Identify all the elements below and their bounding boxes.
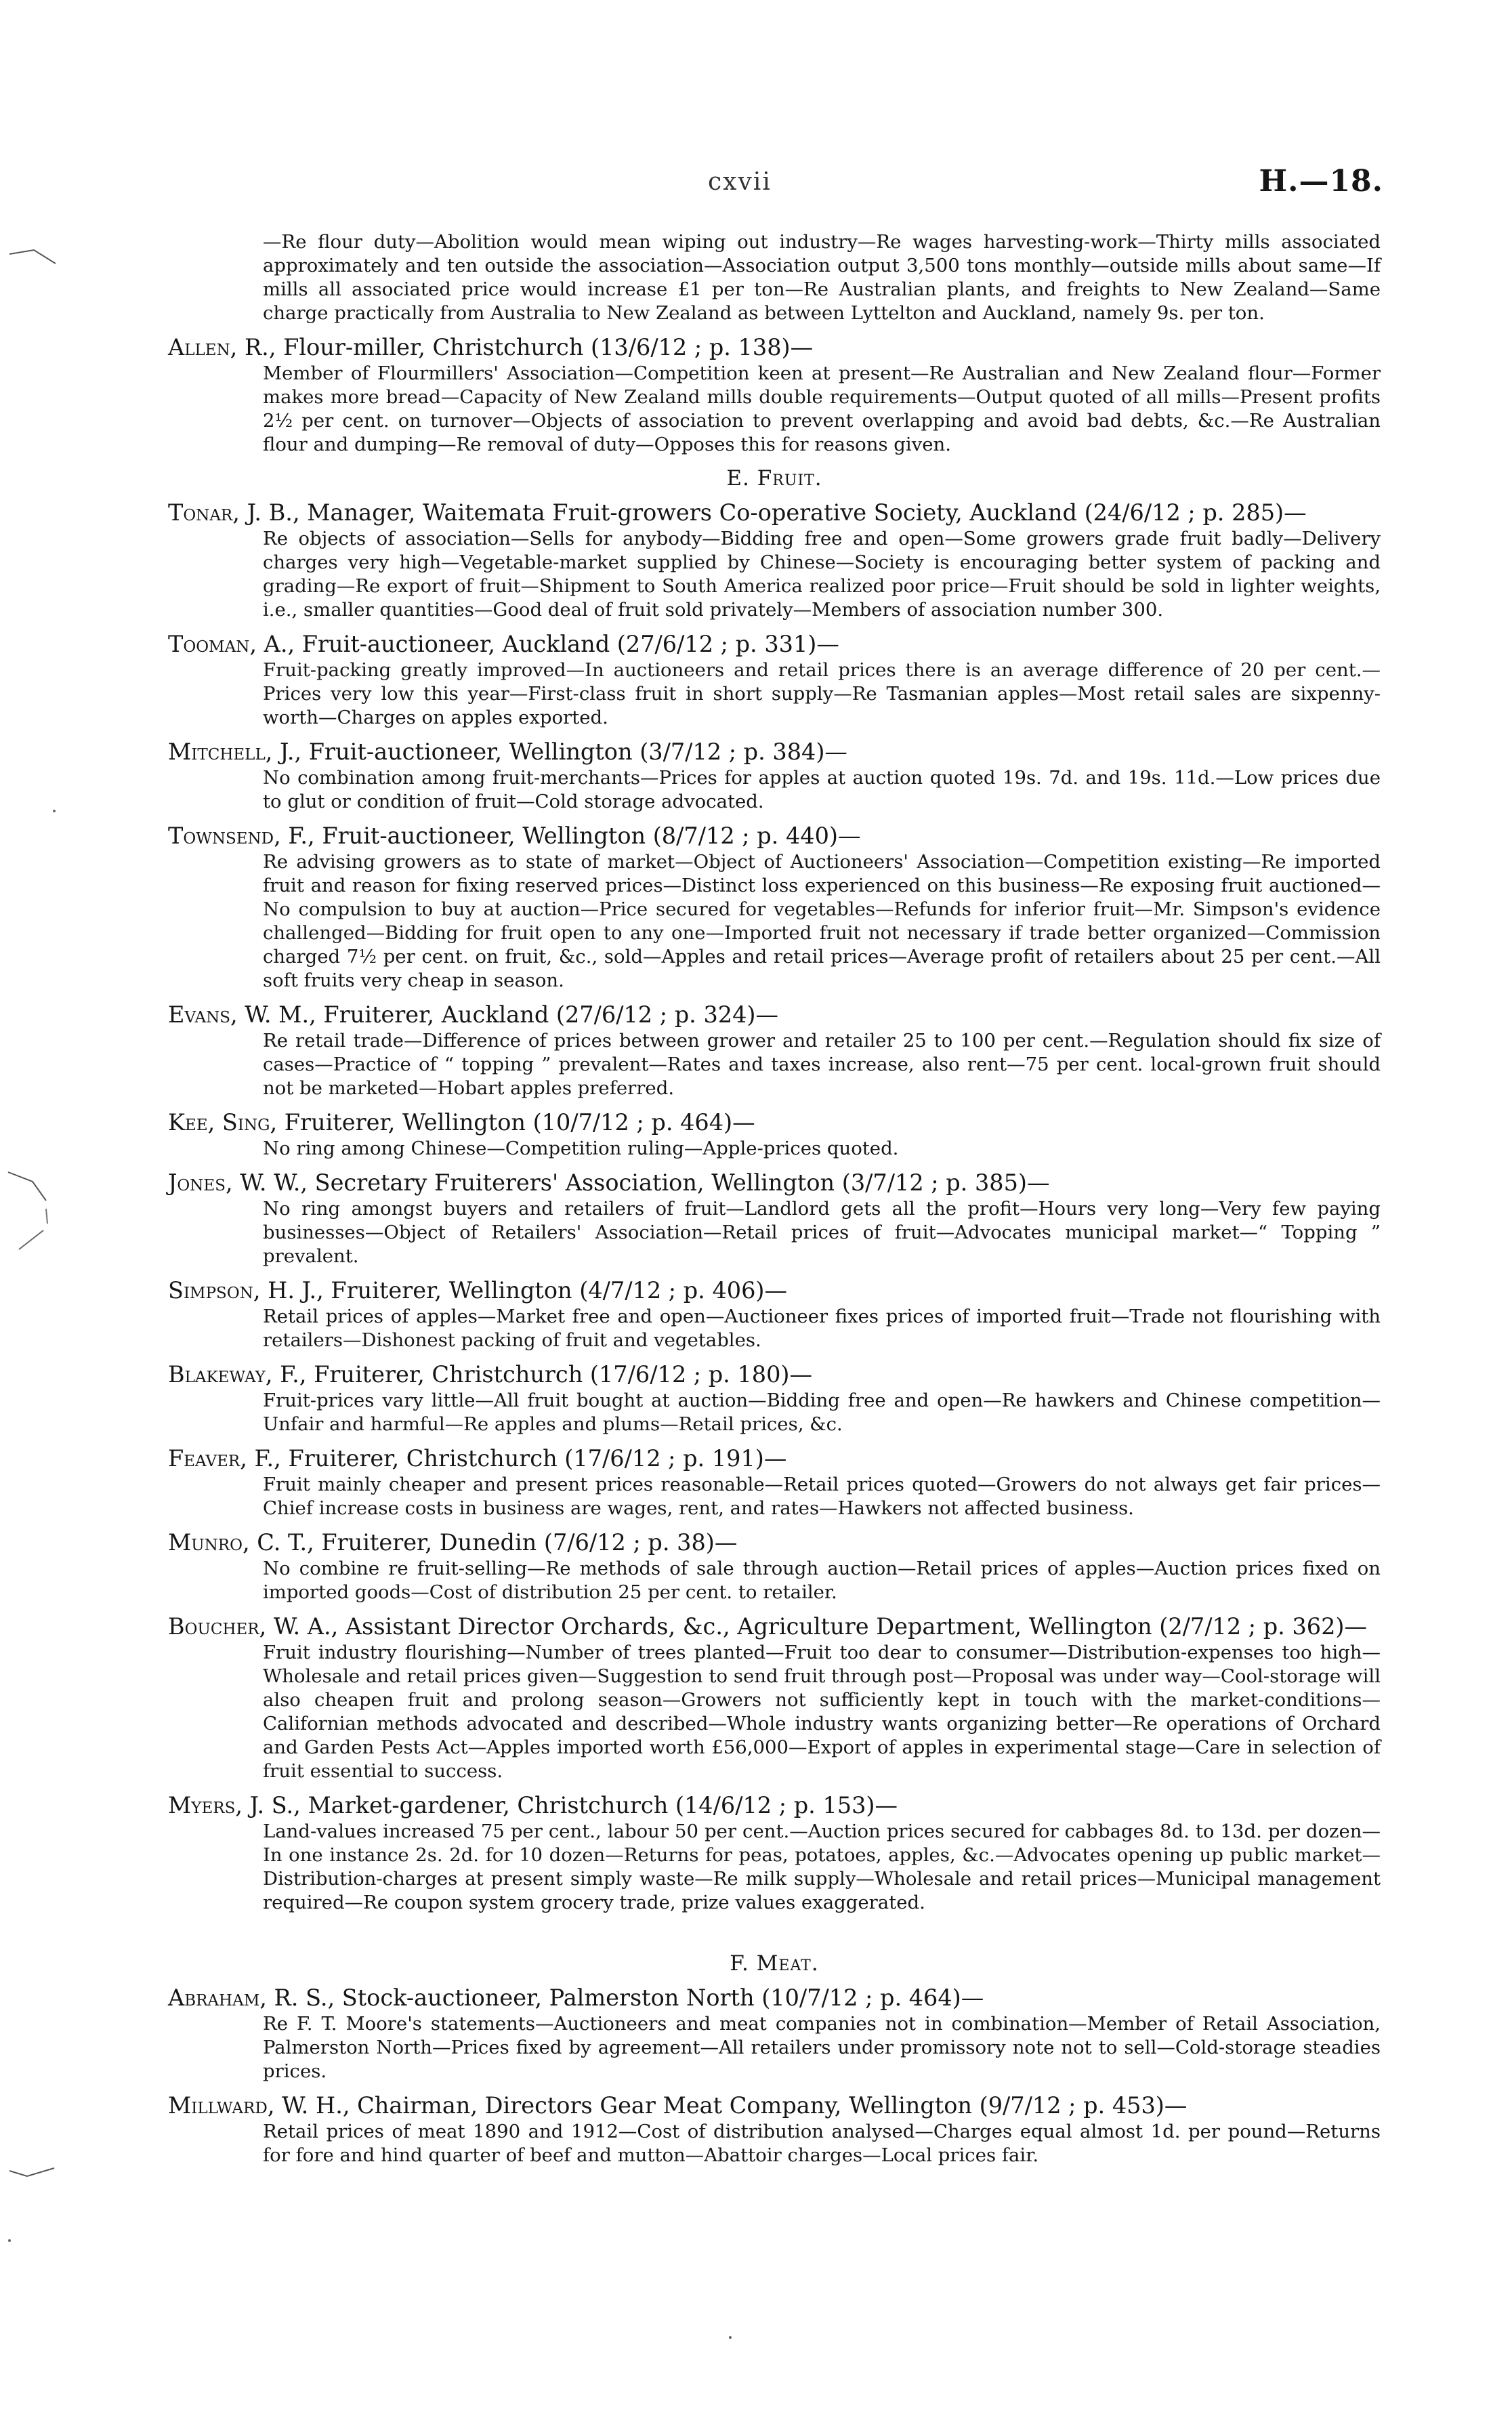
witness-summary: No combination among fruit-merchants—Prices for apples at auction quoted 19s. 7d. and 19s. 11d.—Low prices due to glut or condition of fruit—Cold storage advocated. xyxy=(263,767,1381,812)
witness-name: Tonar xyxy=(168,499,233,526)
witness-heading xyxy=(168,1169,1381,1197)
running-head xyxy=(0,164,1512,209)
witness-summary: Fruit-prices vary little—All fruit bought at auction—Bidding free and open—Re hawkers and Chinese competition—Unfair and harmful—Re apples and plums—Retail prices, &c. xyxy=(263,1390,1381,1435)
witness-entry xyxy=(168,1169,1381,1268)
witness-name: Simpson xyxy=(168,1277,253,1304)
witness-heading xyxy=(168,1444,1381,1473)
witness-heading xyxy=(168,1276,1381,1305)
witness-details: , F., Fruiterer, Christchurch (17/6/12 ; p. 191)— xyxy=(240,1445,787,1472)
series-number: H.—18. xyxy=(1259,164,1383,199)
witness-heading xyxy=(168,1108,1381,1137)
witness-heading xyxy=(168,1613,1381,1641)
witness-entry xyxy=(168,738,1381,814)
witness-heading xyxy=(168,499,1381,527)
speck xyxy=(729,2336,732,2339)
witness-summary: Re F. T. Moore's statements—Auctioneers and meat companies not in combination—Member of Retail Association, Palmerston North—Prices fixed by agreement—All retailers under promissory note not to sell—Cold-storage steadies prices. xyxy=(263,2013,1381,2082)
witness-details: , W. H., Chairman, Directors Gear Meat Company, Wellington (9/7/12 ; p. 453)— xyxy=(267,2092,1188,2119)
witness-entry xyxy=(168,822,1381,993)
witness-heading xyxy=(168,822,1381,850)
witness-details: , A., Fruit-auctioneer, Auckland (27/6/12 ; p. 331)— xyxy=(249,631,839,657)
witness-details: , J. S., Market-gardener, Christchurch (14/6/12 ; p. 153)— xyxy=(235,1792,898,1818)
section-title: E. Fruit. xyxy=(726,466,822,491)
witness-entry xyxy=(168,1984,1381,2083)
witness-summary: Member of Flourmillers' Association—Competition keen at present—Re Australian and New Zealand flour—Former makes more bread—Capacity of New Zealand mills double requirements—Output quoted of all mills—Present profits 2½ per cent. on turnover—Objects of association to prevent overlapping and avoid bad debts, &c.—Re Australian flour and dumping—Re removal of duty—Opposes this for reasons given. xyxy=(263,362,1381,455)
witness-name: Mitchell xyxy=(168,739,266,765)
witness-summary: Retail prices of meat 1890 and 1912—Cost of distribution analysed—Charges equal almost 1d. per pound—Returns for fore and hind quarter of beef and mutton—Abattoir charges—Local prices fair. xyxy=(263,2121,1381,2166)
witness-name: Boucher xyxy=(168,1613,259,1640)
witness-name: Abraham xyxy=(168,1984,260,2011)
witness-name: Tooman xyxy=(168,631,250,657)
witness-details: , F., Fruit-auctioneer, Wellington (8/7/12 ; p. 440)— xyxy=(274,823,861,849)
witness-entry xyxy=(168,630,1381,730)
witness-entry xyxy=(168,333,1381,457)
witness-entry xyxy=(168,1108,1381,1161)
witness-details: , R., Flour-miller, Christchurch (13/6/12 ; p. 138)— xyxy=(230,334,814,360)
witness-details: , J., Fruit-auctioneer, Wellington (3/7/12 ; p. 384)— xyxy=(265,739,847,765)
witness-entry xyxy=(168,1001,1381,1100)
speck xyxy=(53,810,56,812)
witness-details: , W. A., Assistant Director Orchards, &c., Agriculture Department, Wellington (2/7/12 ; p. 362)— xyxy=(259,1613,1367,1640)
witness-heading xyxy=(168,1529,1381,1557)
witness-heading xyxy=(168,1001,1381,1029)
witness-summary: Land-values increased 75 per cent., labour 50 per cent.—Auction prices secured for cabbages 8d. to 13d. per dozen—In one instance 2s. 2d. for 10 dozen—Returns for peas, potatoes, apples, &c.—Advocates opening up public market—Distribution-charges at present simply waste—Re milk supply—Wholesale and retail prices—Municipal management required—Re coupon system grocery trade, prize values exaggerated. xyxy=(263,1821,1381,1913)
witness-entry xyxy=(168,1529,1381,1604)
witness-details: , W. M., Fruiterer, Auckland (27/6/12 ; p. 324)— xyxy=(230,1001,778,1028)
witness-entry xyxy=(168,1613,1381,1783)
witness-entry xyxy=(168,499,1381,622)
witness-summary: Re advising growers as to state of market—Object of Auctioneers' Association—Competition existing—Re imported fruit and reason for fixing reserved prices—Distinct loss experienced on this business—Re exposing fruit auctioned—No compulsion to buy at auction—Price secured for vegetables—Refunds for inferior fruit—Mr. Simpson's evidence challenged—Bidding for fruit open to any one—Imported fruit not necessary if trade better organized—Commission charged 7½ per cent. on fruit, &c., sold—Apples and retail prices—Average profit of retailers about 25 per cent.—All soft fruits very cheap in season. xyxy=(263,851,1381,991)
section-continuation xyxy=(168,333,1381,457)
witness-heading xyxy=(168,1984,1381,2012)
witness-summary: Retail prices of apples—Market free and open—Auctioneer fixes prices of imported fruit—Trade not flourishing with retailers—Dishonest packing of fruit and vegetables. xyxy=(263,1306,1381,1351)
witness-details: , R. S., Stock-auctioneer, Palmerston North (10/7/12 ; p. 464)— xyxy=(259,1984,984,2011)
witness-summary: No combine re fruit-selling—Re methods of sale through auction—Retail prices of apples—Auction prices fixed on imported goods—Cost of distribution 25 per cent. to retailer. xyxy=(263,1558,1381,1603)
witness-entry xyxy=(168,1360,1381,1436)
witness-name: Millward xyxy=(168,2092,268,2119)
lead-paragraph: —Re flour duty—Abolition would mean wiping out industry—Re wages harvesting-work—Thirty mills associated approximately and ten outside the association—Association output 3,500 tons monthly—outside mills about same—If mills all associated price would increase £1 per ton—Re Australian plants, and freights to New Zealand—Same charge practically from Australia to New Zealand as between Lyttelton and Auckland, namely 9s. per ton. xyxy=(263,231,1381,324)
witness-details: , H. J., Fruiterer, Wellington (4/7/12 ; p. 406)— xyxy=(253,1277,787,1304)
margin-mark-top xyxy=(7,241,61,268)
witness-name: Townsend xyxy=(168,823,274,849)
witness-details: , Fruiterer, Wellington (10/7/12 ; p. 464)— xyxy=(270,1109,755,1136)
witness-details: , J. B., Manager, Waitemata Fruit-growers Co-operative Society, Auckland (24/6/12 ; p. 285)— xyxy=(232,499,1307,526)
witness-name: Feaver xyxy=(168,1445,240,1472)
section-meat xyxy=(168,1950,1381,2167)
witness-summary: No ring among Chinese—Competition ruling—Apple-prices quoted. xyxy=(263,1138,899,1159)
witness-details: , W. W., Secretary Fruiterers' Association, Wellington (3/7/12 ; p. 385)— xyxy=(225,1169,1050,1196)
witness-heading xyxy=(168,1360,1381,1389)
witness-name: Kee, Sing xyxy=(168,1109,270,1136)
witness-name: Allen xyxy=(168,334,230,360)
witness-entry xyxy=(168,2092,1381,2167)
witness-summary: No ring amongst buyers and retailers of fruit—Landlord gets all the profit—Hours very long—Very few paying businesses—Object of Retailers' Association—Retail prices of fruit—Advocates municipal market—“ Topping ” prevalent. xyxy=(263,1198,1381,1267)
witness-summary: Re objects of association—Sells for anybody—Bidding free and open—Some growers grade fruit badly—Delivery charges very high—Vegetable-market supplied by Chinese—Society is encouraging better system of packing and grading—Re export of fruit—Shipment to South America realized poor price—Fruit should be sold in lighter weights, i.e., smaller quantities—Good deal of fruit sold privately—Members of association number 300. xyxy=(263,528,1381,621)
witness-name: Blakeway xyxy=(168,1361,266,1388)
witness-summary: Fruit industry flourishing—Number of trees planted—Fruit too dear to consumer—Distribution-expenses too high—Wholesale and retail prices given—Suggestion to send fruit through post—Proposal was under way—Cool-storage will also cheapen fruit and prolong season—Growers not sufficiently kept in touch with the market-conditions—Californian methods advocated and described—Whole industry wants organizing better—Re operations of Orchard and Garden Pests Act—Apples imported worth £56,000—Export of apples in experimental stage—Care in selection of fruit essential to success. xyxy=(263,1642,1381,1782)
witness-details: , F., Fruiterer, Christchurch (17/6/12 ; p. 180)— xyxy=(265,1361,812,1388)
witness-summary: Fruit mainly cheaper and present prices reasonable—Retail prices quoted—Growers do not always get fair prices—Chief increase costs in business are wages, rent, and rates—Hawkers not affected business. xyxy=(263,1474,1381,1519)
witness-heading xyxy=(168,333,1381,362)
witness-details: , C. T., Fruiterer, Dunedin (7/6/12 ; p. 38)— xyxy=(242,1529,738,1556)
witness-entry xyxy=(168,1276,1381,1352)
speck xyxy=(8,2239,11,2242)
section-title: F. Meat. xyxy=(730,1951,819,1976)
document-body xyxy=(168,230,1381,2176)
page-folio: cxvii xyxy=(708,168,772,196)
witness-entry xyxy=(168,1791,1381,1915)
section-fruit xyxy=(168,465,1381,1915)
witness-heading xyxy=(168,738,1381,766)
witness-heading xyxy=(168,2092,1381,2120)
witness-name: Jones xyxy=(168,1169,226,1196)
witness-summary: Fruit-packing greatly improved—In auctioneers and retail prices there is an average difference of 20 per cent.—Prices very low this year—First-class fruit in short supply—Re Tasmanian apples—Most retail sales are sixpenny-worth—Charges on apples exported. xyxy=(263,659,1381,728)
witness-heading xyxy=(168,630,1381,659)
witness-summary: Re retail trade—Difference of prices between grower and retailer 25 to 100 per cent.—Regulation should fix size of cases—Practice of “ topping ” prevalent—Rates and taxes increase, also rent—75 per cent. local-grown fruit should not be marketed—Hobart apples preferred. xyxy=(263,1030,1381,1099)
margin-mark-middle xyxy=(5,1165,66,1253)
witness-heading xyxy=(168,1791,1381,1820)
witness-name: Myers xyxy=(168,1792,236,1818)
witness-name: Evans xyxy=(168,1001,230,1028)
margin-mark-bottom xyxy=(7,2161,61,2188)
witness-entry xyxy=(168,1444,1381,1520)
witness-name: Munro xyxy=(168,1529,243,1556)
